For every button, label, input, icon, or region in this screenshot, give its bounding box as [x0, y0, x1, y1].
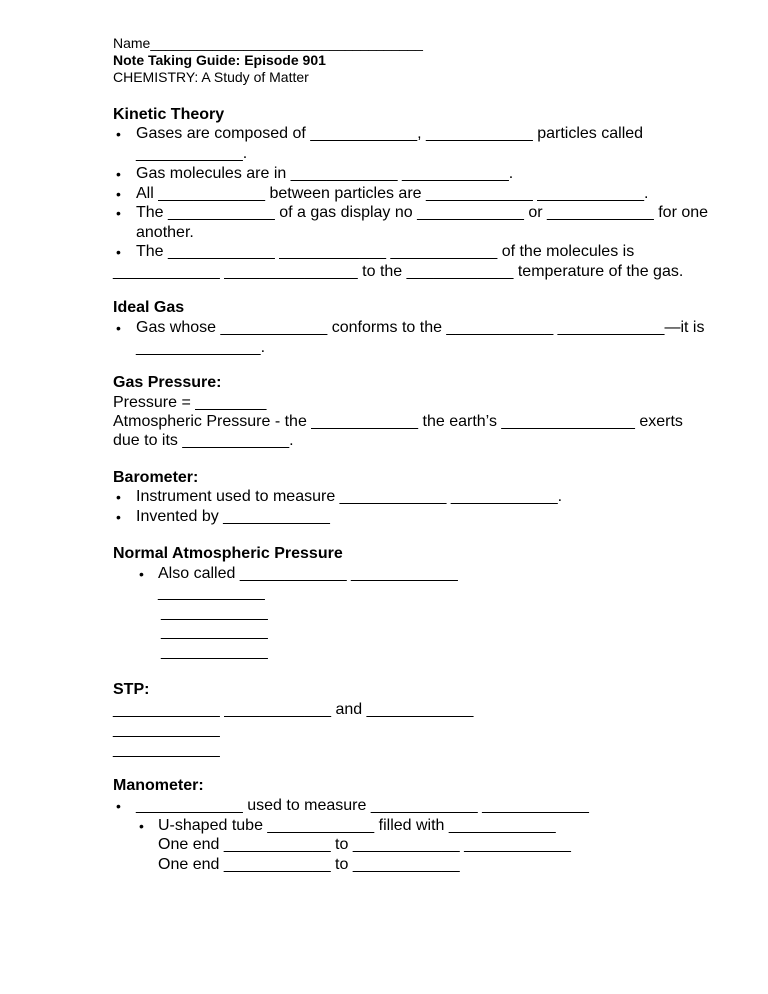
manometer-line: One end ____________ to ____________	[158, 856, 460, 873]
section-heading-manometer: Manometer:	[113, 777, 204, 794]
section-heading-barometer: Barometer:	[113, 469, 199, 486]
kinetic-line: Gas molecules are in ____________ ____________.	[136, 165, 514, 182]
bullet-icon: •	[139, 566, 144, 582]
kinetic-line: The ____________ of a gas display no ____________ or ____________ for one	[136, 204, 709, 221]
stp-line: ____________	[113, 721, 220, 738]
manometer-line: U-shaped tube ____________ filled with ____________	[158, 817, 556, 834]
pressure-line: due to its ____________.	[113, 432, 294, 449]
manometer-line: ____________ used to measure ____________ ____________	[136, 797, 589, 814]
kinetic-line: ____________.	[136, 145, 248, 162]
bullet-icon: •	[116, 205, 121, 221]
bullet-icon: •	[139, 818, 144, 834]
bullet-icon: •	[116, 186, 121, 202]
barometer-line: Invented by ____________	[136, 508, 330, 525]
normal-blank: ____________	[161, 604, 268, 621]
stp-line: ____________	[113, 741, 220, 758]
kinetic-line: Gases are composed of ____________, ____________ particles called	[136, 125, 644, 142]
section-heading-stp: STP:	[113, 681, 150, 698]
course-title: CHEMISTRY: A Study of Matter	[113, 69, 309, 85]
bullet-icon: •	[116, 798, 121, 814]
normal-blank: ____________	[161, 623, 268, 640]
pressure-line: Pressure = ________	[113, 394, 267, 411]
kinetic-line: All ____________ between particles are ____________ ____________.	[136, 185, 649, 202]
normal-blank: ____________	[158, 584, 265, 601]
bullet-icon: •	[116, 489, 121, 505]
section-heading-kinetic-theory: Kinetic Theory	[113, 106, 225, 123]
bullet-icon: •	[116, 509, 121, 525]
section-heading-gas-pressure: Gas Pressure:	[113, 374, 222, 391]
manometer-line: One end ____________ to ____________ ____________	[158, 836, 571, 853]
bullet-icon: •	[116, 126, 121, 142]
kinetic-line: ____________ _______________ to the ____________ temperature of the gas.	[113, 263, 684, 280]
bullet-icon: •	[116, 244, 121, 260]
section-heading-ideal-gas: Ideal Gas	[113, 299, 185, 316]
pressure-line: Atmospheric Pressure - the ____________ the earth’s _______________ exerts	[113, 413, 683, 430]
guide-title: Note Taking Guide: Episode 901	[113, 52, 326, 68]
kinetic-line: another.	[136, 224, 194, 241]
barometer-line: Instrument used to measure ____________ ____________.	[136, 488, 563, 505]
normal-blank: ____________	[161, 643, 268, 660]
name-line: Name___________________________________	[113, 35, 423, 51]
ideal-line: Gas whose ____________ conforms to the ____________ ____________—it is	[136, 319, 705, 336]
stp-line: ____________ ____________ and ____________	[113, 701, 474, 718]
kinetic-line: The ____________ ____________ ____________ of the molecules is	[136, 243, 635, 260]
section-heading-normal-atmospheric-pressure: Normal Atmospheric Pressure	[113, 545, 343, 562]
ideal-line: ______________.	[136, 339, 266, 356]
bullet-icon: •	[116, 166, 121, 182]
normal-line: Also called ____________ ____________	[158, 565, 458, 582]
bullet-icon: •	[116, 320, 121, 336]
